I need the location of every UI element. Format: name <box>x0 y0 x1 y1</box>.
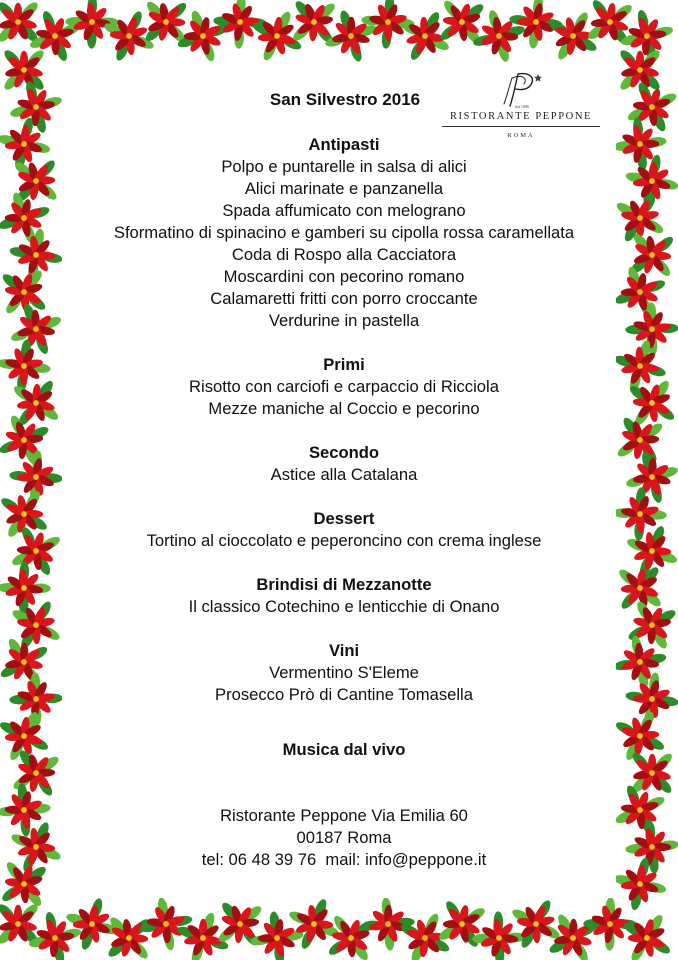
poinsettia-flower <box>616 781 669 838</box>
spacer <box>70 552 618 574</box>
poinsettia-border-bottom <box>0 898 678 960</box>
poinsettia-row-icon <box>0 0 678 62</box>
poinsettia-flower <box>616 708 668 764</box>
section-heading: Antipasti <box>308 135 380 154</box>
section-heading: Brindisi di Mezzanotte <box>256 575 432 594</box>
spacer <box>70 420 618 442</box>
section-heading: Primi <box>323 355 365 374</box>
menu-item: Polpo e puntarelle in salsa di alici <box>221 157 467 176</box>
menu-item: Spada affumicato con melograno <box>222 201 466 220</box>
section-heading: Secondo <box>308 443 380 462</box>
section-antipasti <box>70 134 618 332</box>
svg-text:dal 1896: dal 1896 <box>515 104 529 109</box>
live-music-note: Musica dal vivo <box>282 740 406 759</box>
menu-item: Moscardini con pecorino romano <box>223 267 465 286</box>
menu-item: Vermentino S'Eleme <box>269 663 419 682</box>
poinsettia-flower <box>326 913 377 960</box>
menu-item: Astice alla Catalana <box>270 465 418 484</box>
contact-city: 00187 Roma <box>296 828 392 847</box>
poinsettia-flower <box>106 915 153 960</box>
poinsettia-flower <box>2 48 46 92</box>
section-brindisi <box>70 574 618 618</box>
poinsettia-border-left <box>0 0 62 960</box>
contact-address: Ristorante Peppone Via Emilia 60 <box>220 806 468 825</box>
spacer <box>70 618 618 640</box>
menu-item: Tortino al cioccolato e peperoncino con crema inglese <box>146 531 542 550</box>
poinsettia-flower <box>621 816 678 879</box>
poinsettia-border-right <box>616 0 678 960</box>
section-heading: Vini <box>328 641 360 660</box>
poinsettia-flower <box>143 0 189 45</box>
poinsettia-border-top <box>0 0 678 62</box>
menu-item: Il classico Cotechino e lenticchie di Onano <box>188 597 500 616</box>
spacer <box>70 761 618 805</box>
menu-item: Mezze maniche al Coccio e pecorino <box>208 399 480 418</box>
menu-item: Prosecco Prò di Cantine Tomasella <box>215 685 473 704</box>
menu-item: Verdurine in pastella <box>268 311 420 330</box>
menu-title: San Silvestro 2016 <box>269 90 421 109</box>
spacer <box>70 706 618 739</box>
menu-item: Calamaretti fritti con porro croccante <box>210 289 478 308</box>
menu-item: Sformatino di spinacino e gamberi su cipolla rossa caramellata <box>113 223 575 242</box>
spacer <box>70 332 618 354</box>
menu-item: Risotto con carciofi e carpaccio di Ricciola <box>189 377 499 396</box>
poinsettia-flower <box>616 853 671 914</box>
poinsettia-column-icon <box>0 0 62 960</box>
logo-city: ROMA <box>507 132 535 139</box>
menu-item: Coda di Rospo alla Cacciatora <box>231 245 457 264</box>
poinsettia-flower <box>629 750 674 795</box>
poinsettia-flower <box>135 898 197 955</box>
logo-wordmark: RISTORANTE PEPPONE <box>449 111 593 122</box>
contact-block <box>70 805 618 871</box>
section-primi <box>70 354 618 420</box>
menu-item: Alici marinate e panzanella <box>244 179 444 198</box>
section-secondo <box>70 442 618 486</box>
poinsettia-row-icon <box>0 898 678 960</box>
contact-phone-email: tel: 06 48 39 76 mail: info@peppone.it <box>201 850 487 869</box>
poinsettia-column-icon <box>616 0 678 960</box>
logo-divider <box>442 126 600 127</box>
menu-body <box>70 134 618 871</box>
spacer <box>70 486 618 508</box>
monogram-p-icon <box>496 70 546 110</box>
section-vini <box>70 640 618 706</box>
section-dessert <box>70 508 618 552</box>
section-heading: Dessert <box>313 509 375 528</box>
